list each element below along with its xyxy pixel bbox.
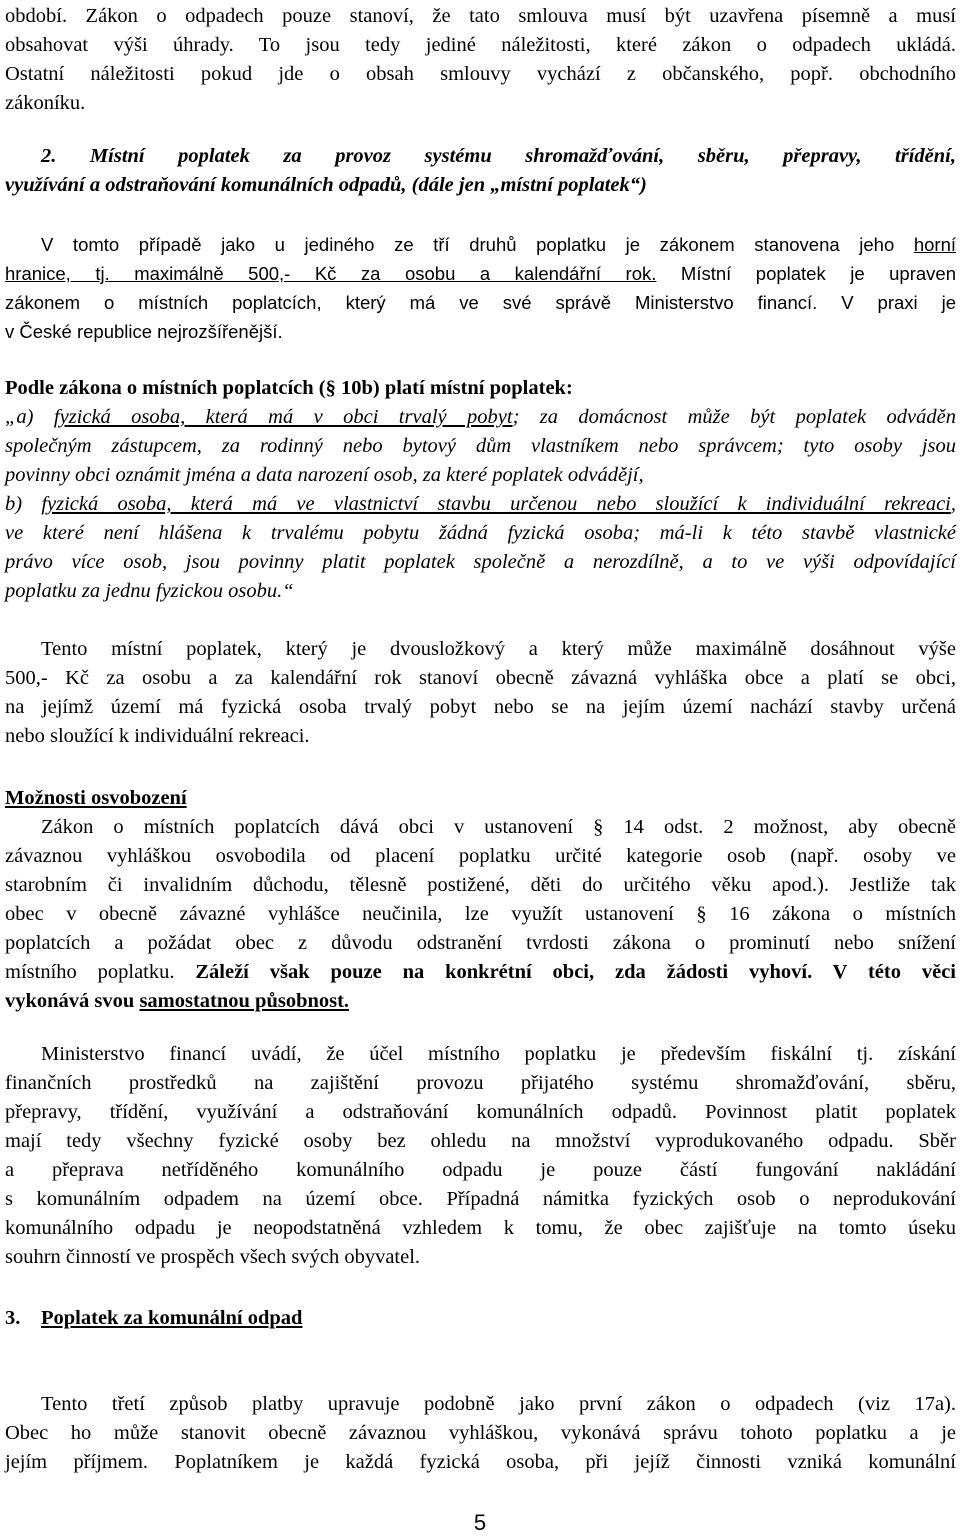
text-line: Ministerstvo financí uvádí, že účel místního poplatku je především fiskální tj. získání — [41, 1043, 956, 1065]
paragraph-heading: Podle zákona o místních poplatcích (§ 10b) platí místní poplatek: — [5, 377, 573, 399]
text-line: souhrn činností ve prospěch všech svých obyvatel. — [5, 1246, 421, 1268]
text-line: starobním či invalidním důchodu, tělesně postižené, děti do určitého věku apod.). Jestliže tak — [5, 874, 956, 896]
text-line: Obec ho může stanovit obecně závaznou vyhláškou, vykonává správu tohoto poplatku a je — [5, 1422, 956, 1444]
law-quote-line: „a) fyzická osoba, která má v obci trvalý pobyt; za domácnost může být poplatek odváděn — [5, 406, 956, 428]
law-quote-line: b) fyzická osoba, která má ve vlastnictví stavbu určenou nebo sloužící k individuální rekreaci, — [5, 493, 956, 515]
heading-line: využívání a odstraňování komunálních odpadů, (dále jen „místní poplatek“) — [5, 174, 647, 196]
text-line: obsahovat výši úhrady. To jsou tedy jediné náležitosti, které zákon o odpadech ukládá. — [5, 34, 956, 56]
text-line: mají tedy všechny fyzické osoby bez ohledu na množství vyprodukovaného odpadu. Sběr — [5, 1130, 956, 1152]
section-2-heading — [5, 142, 956, 200]
paragraph-who-pays — [5, 374, 956, 606]
paragraph-exemptions — [5, 784, 956, 1016]
text-line: na jejímž území má fyzická osoba trvalý pobyt nebo se na jejím území nachází stavby určená — [5, 696, 956, 718]
text-line: obec v obecně závazné vyhlášce neučinila, lze využít ustanovení § 16 zákona o místních — [5, 903, 956, 925]
text-line: finančních prostředků na zajištění provozu přijatého systému shromažďování, sběru, — [5, 1072, 956, 1094]
text-line: Ostatní náležitosti pokud jde o obsah smlouvy vychází z občanského, popř. obchodního — [5, 63, 956, 85]
text-line: Tento místní poplatek, který je dvousložkový a který může maximálně dosáhnout výše — [41, 638, 956, 660]
paragraph-upper-limit — [5, 230, 956, 346]
paragraph-ministry — [5, 1040, 956, 1272]
text-line: jejím příjmem. Poplatníkem je každá fyzická osoba, při jejíž činnosti vzniká komunální — [5, 1451, 956, 1473]
law-quote-line: právo více osob, jsou povinny platit poplatek společně a nerozdílně, a to ve výši odpovídající — [5, 551, 956, 573]
text-line: hranice, tj. maximálně 500,- Kč za osobu a kalendářní rok. Místní poplatek je upraven — [5, 263, 956, 284]
text-line: přepravy, třídění, využívání a odstraňování komunálních odpadů. Povinnost platit poplatek — [5, 1101, 956, 1123]
section-title: Poplatek za komunální odpad — [41, 1307, 303, 1329]
text-line: závaznou vyhláškou osvobodila od placení poplatku určité kategorie osob (např. osoby ve — [5, 845, 956, 867]
text-line: a přeprava netříděného komunálního odpadu je pouze částí fungování nakládání — [5, 1159, 956, 1181]
text-line: období. Zákon o odpadech pouze stanoví, že tato smlouva musí být uzavřena písemně a musí — [5, 5, 956, 27]
text-line: 500,- Kč za osobu a za kalendářní rok stanoví obecně závazná vyhláška obce a platí se obci, — [5, 667, 956, 689]
law-quote-line: ve které není hlášena k trvalému pobytu žádná fyzická osoba; má-li k této stavbě vlastnické — [5, 522, 956, 544]
heading-line — [5, 1304, 956, 1333]
section-3-heading — [5, 1304, 956, 1333]
paragraph-third-method — [5, 1390, 956, 1477]
section-number: 3. — [5, 1307, 21, 1329]
law-quote-line: povinny obci oznámit jména a data narození osob, za které poplatek odvádějí, — [5, 464, 644, 486]
text-line: V tomto případě jako u jediného ze tří druhů poplatku je zákonem stanovena jeho horní — [41, 234, 956, 255]
text-line: poplatcích a požádat obec z důvodu odstranění tvrdosti zákona o prominutí nebo snížení — [5, 932, 956, 954]
intro-paragraph — [5, 2, 956, 118]
text-line: nebo sloužící k individuální rekreaci. — [5, 725, 310, 747]
text-line: zákonem o místních poplatcích, který má ve své správě Ministerstvo financí. V praxi je — [5, 292, 956, 313]
heading-line: 2. Místní poplatek za provoz systému shromažďování, sběru, přepravy, třídění, — [41, 145, 956, 167]
law-quote-line: společným zástupcem, za rodinný nebo bytový dům vlastníkem nebo správcem; tyto osoby jsou — [5, 435, 956, 457]
paragraph-heading: Možnosti osvobození — [5, 787, 187, 809]
text-line: vykonává svou samostatnou působnost. — [5, 990, 350, 1012]
text-line: v České republice nejrozšířenější. — [5, 321, 283, 342]
paragraph-two-component — [5, 635, 956, 751]
law-quote-line: poplatku za jednu fyzickou osobu.“ — [5, 580, 294, 602]
text-line: s komunálním odpadem na území obce. Případná námitka fyzických osob o neprodukování — [5, 1188, 956, 1210]
text-line: místního poplatku. Záleží však pouze na konkrétní obci, zda žádosti vyhoví. V této věci — [5, 961, 956, 983]
text-line: komunálního odpadu je neopodstatněná vzhledem k tomu, že obec zajišťuje na tomto úseku — [5, 1217, 956, 1239]
text-line: zákoníku. — [5, 92, 86, 114]
text-line: Zákon o místních poplatcích dává obci v ustanovení § 14 odst. 2 možnost, aby obecně — [41, 816, 956, 838]
text-line: Tento třetí způsob platby upravuje podobně jako první zákon o odpadech (viz 17a). — [41, 1393, 956, 1415]
page-number: 5 — [473, 1510, 487, 1535]
